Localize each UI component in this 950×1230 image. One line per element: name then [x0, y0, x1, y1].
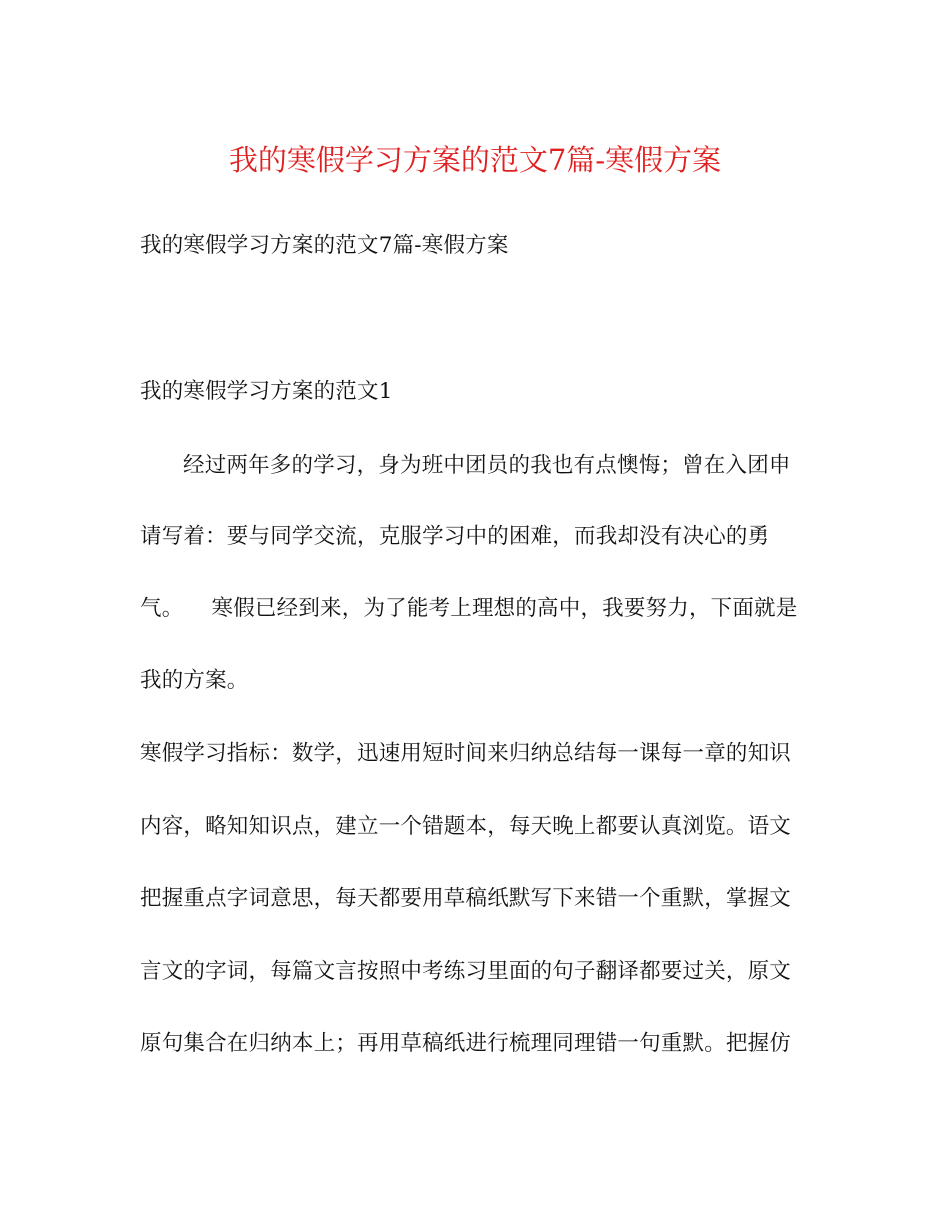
section-heading: 我的寒假学习方案的范文1: [140, 379, 393, 404]
document-subtitle: 我的寒假学习方案的范文7篇-寒假方案: [140, 233, 509, 258]
paragraph-line: 经过两年多的学习，身为班中团员的我也有点懊悔；曾在入团申: [183, 453, 791, 478]
paragraph-line: 请写着：要与同学交流，克服学习中的困难，而我却没有决心的勇: [140, 524, 770, 549]
paragraph-line: 气。 寒假已经到来，为了能考上理想的高中，我要努力，下面就是: [140, 596, 798, 621]
paragraph-line: 内容，略知知识点，建立一个错题本，每天晚上都要认真浏览。语文: [140, 814, 792, 839]
document-title: 我的寒假学习方案的范文7篇-寒假方案: [228, 143, 722, 177]
paragraph-line: 寒假学习指标：数学，迅速用短时间来归纳总结每一课每一章的知识: [140, 741, 792, 766]
paragraph-line: 言文的字词，每篇文言按照中考练习里面的句子翻译都要过关，原文: [140, 959, 792, 984]
paragraph-line: 我的方案。: [140, 668, 249, 693]
paragraph-line: 原句集合在归纳本上；再用草稿纸进行梳理同理错一句重默。把握仿: [140, 1031, 792, 1056]
paragraph-line: 把握重点字词意思，每天都要用草稿纸默写下来错一个重默，掌握文: [140, 886, 792, 911]
